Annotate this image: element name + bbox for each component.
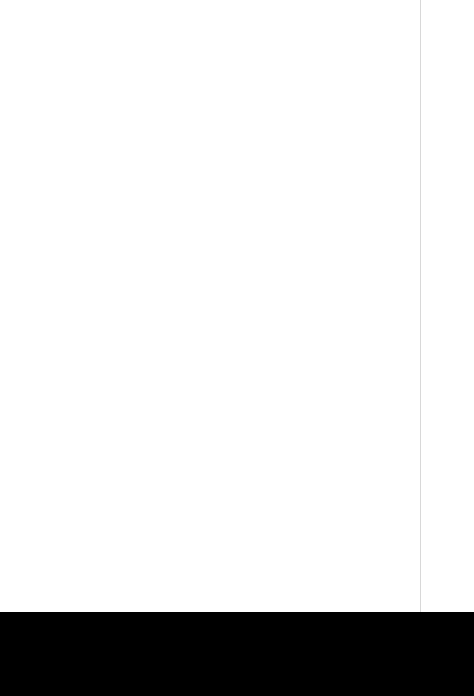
side-article-line (424, 0, 474, 17)
article-line (0, 117, 418, 134)
side-article-column (424, 0, 474, 612)
side-article-line (424, 567, 474, 584)
side-article-line (424, 67, 474, 84)
side-article-line (424, 17, 474, 34)
article-line (0, 200, 418, 217)
article-line (0, 234, 418, 251)
article-line (0, 451, 418, 468)
side-article-line (424, 601, 474, 612)
article-line (0, 517, 418, 534)
article-line (0, 284, 418, 301)
article-line (0, 567, 418, 584)
article-line (0, 167, 418, 184)
side-article-line (424, 234, 474, 251)
side-article-line (424, 150, 474, 167)
side-article-line (424, 434, 474, 451)
black-margin (0, 612, 474, 696)
article-line (0, 417, 418, 434)
article-line (0, 300, 418, 317)
side-article-line (424, 334, 474, 351)
article-line (0, 601, 418, 612)
side-article-line (424, 200, 474, 217)
article-line (0, 267, 418, 284)
side-article-line (424, 50, 474, 67)
article-line (0, 384, 418, 401)
article-line (0, 467, 418, 484)
article-line (0, 50, 418, 67)
article-line (0, 317, 418, 334)
side-article-line (424, 83, 474, 100)
article-line (0, 0, 418, 17)
side-article-line (424, 184, 474, 201)
side-article-line (424, 484, 474, 501)
article-line (0, 551, 418, 568)
side-article-line (424, 100, 474, 117)
side-article-line (424, 284, 474, 301)
article-line (0, 484, 418, 501)
side-article-line (424, 167, 474, 184)
side-article-line (424, 417, 474, 434)
column-divider (420, 0, 421, 612)
article-line (0, 83, 418, 100)
side-article-line (424, 451, 474, 468)
side-article-line (424, 551, 474, 568)
article-line (0, 334, 418, 351)
article-line (0, 501, 418, 518)
article-line (0, 434, 418, 451)
article-line (0, 584, 418, 601)
article-line (0, 150, 418, 167)
side-article-line (424, 267, 474, 284)
article-line (0, 67, 418, 84)
side-article-line (424, 384, 474, 401)
article-line (0, 134, 418, 151)
side-article-line (424, 300, 474, 317)
side-article-line (424, 217, 474, 234)
side-article-line (424, 350, 474, 367)
side-article-line (424, 250, 474, 267)
side-article-line (424, 401, 474, 418)
article-line (0, 350, 418, 367)
article-line (0, 401, 418, 418)
side-article-line (424, 517, 474, 534)
article-line (0, 534, 418, 551)
article-line (0, 17, 418, 34)
side-article-line (424, 501, 474, 518)
article-line (0, 367, 418, 384)
article-line (0, 100, 418, 117)
article-line (0, 217, 418, 234)
article-line (0, 33, 418, 50)
article-line (0, 250, 418, 267)
side-article-line (424, 134, 474, 151)
side-article-line (424, 584, 474, 601)
side-article-line (424, 317, 474, 334)
side-article-line (424, 467, 474, 484)
side-article-line (424, 534, 474, 551)
side-article-line (424, 117, 474, 134)
article-line (0, 184, 418, 201)
side-article-line (424, 367, 474, 384)
side-article-line (424, 33, 474, 50)
